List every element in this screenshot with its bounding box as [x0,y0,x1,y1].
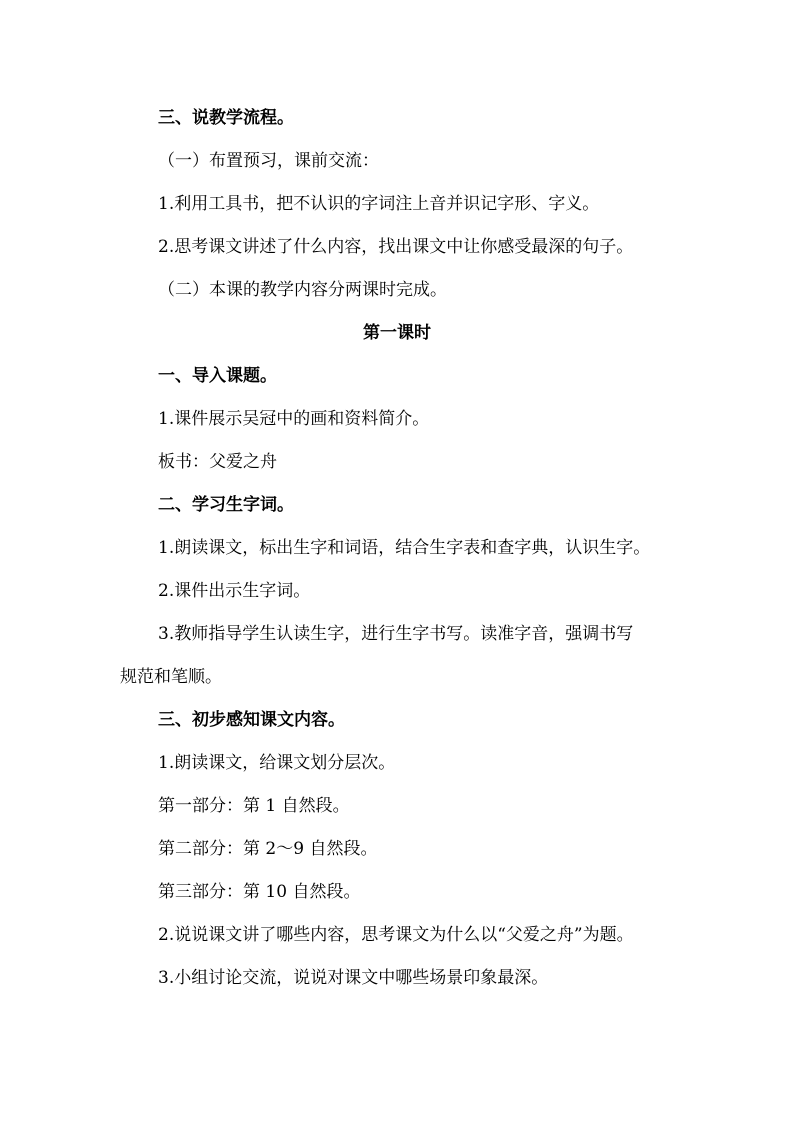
paragraph: 第三部分：第 10 自然段。 [158,882,361,902]
paragraph: 3.教师指导学生认读生字，进行生字书写。读准字音，强调书写 [158,624,634,644]
paragraph: 2.思考课文讲述了什么内容，找出课文中让你感受最深的句子。 [158,237,634,257]
section-heading-intro: 一、导入课题。 [158,366,277,386]
section-heading-vocabulary: 二、学习生字词。 [158,495,294,515]
paragraph: 1.朗读课文，标出生字和词语，结合生字表和查字典，认识生字。 [158,538,651,558]
paragraph: 板书：父爱之舟 [158,452,277,472]
paragraph: 2.说说课文讲了哪些内容，思考课文为什么以“父爱之舟”为题。 [158,925,634,945]
paragraph: 第二部分：第 2～9 自然段。 [158,839,378,859]
subheading-lesson-plan: （二）本课的教学内容分两课时完成。 [158,280,447,300]
paragraph: 1.利用工具书，把不认识的字词注上音并识记字形、字义。 [158,194,600,214]
section-heading-comprehension: 三、初步感知课文内容。 [158,710,345,730]
subheading-preview: （一）布置预习，课前交流： [158,151,379,171]
paragraph: 3.小组讨论交流，说说对课文中哪些场景印象最深。 [158,968,549,988]
paragraph: 1.朗读课文，给课文划分层次。 [158,753,396,773]
paragraph-continuation: 规范和笔顺。 [120,667,222,687]
lesson-title: 第一课时 [363,323,431,343]
paragraph: 第一部分：第 1 自然段。 [158,796,350,816]
paragraph: 1.课件展示吴冠中的画和资料简介。 [158,409,430,429]
paragraph: 2.课件出示生字词。 [158,581,311,601]
section-heading-teaching-process: 三、说教学流程。 [158,108,294,128]
